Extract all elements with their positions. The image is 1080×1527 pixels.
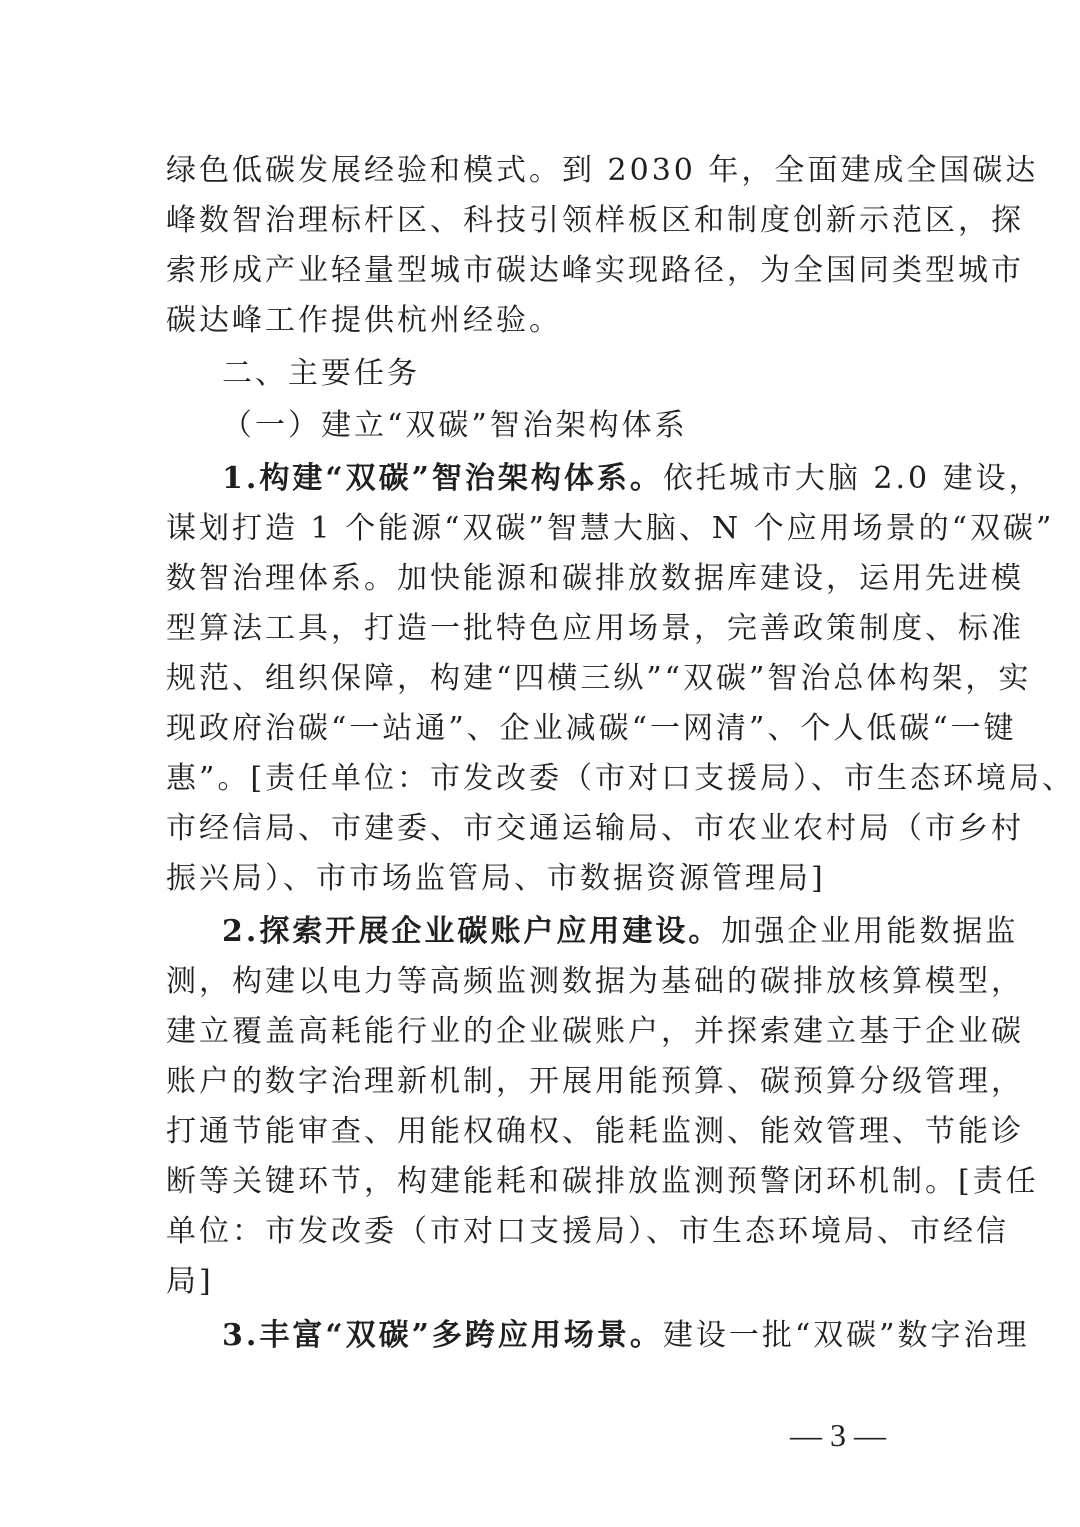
task-item-1-first-line <box>222 453 1042 497</box>
section-heading: 二、主要任务 <box>222 356 420 391</box>
task-item-text: 依托城市大脑 2.0 建设， <box>662 461 1042 496</box>
body-line: 市经信局、市建委、市交通运输局、市农业农村局（市乡村 <box>166 811 1024 846</box>
page-number: — 3 — <box>790 1417 886 1453</box>
body-line: 账户的数字治理新机制，开展用能预算、碳预算分级管理， <box>166 1064 1024 1099</box>
task-item-3-first-line <box>222 1310 1030 1354</box>
body-line: 索形成产业轻量型城市碳达峰实现路径，为全国同类型城市 <box>166 253 1024 288</box>
body-line: 谋划打造 1 个能源“双碳”智慧大脑、N 个应用场景的“双碳” <box>166 511 1055 546</box>
body-line: 局] <box>166 1264 214 1299</box>
body-line: 碳达峰工作提供杭州经验。 <box>166 303 562 338</box>
subsection-heading: （一）建立“双碳”智治架构体系 <box>222 408 688 443</box>
task-item-text: 建设一批“双碳”数字治理 <box>662 1318 1030 1353</box>
body-line: 测，构建以电力等高频监测数据为基础的碳排放核算模型， <box>166 964 1024 999</box>
task-item-title: 3.丰富“双碳”多跨应用场景。 <box>222 1318 663 1353</box>
body-line: 峰数智治理标杆区、科技引领样板区和制度创新示范区，探 <box>166 203 1024 238</box>
task-item-title: 1.构建“双碳”智治架构体系。 <box>222 461 663 496</box>
body-line: 打通节能审查、用能权确权、能耗监测、能效管理、节能诊 <box>166 1114 1024 1149</box>
body-line: 型算法工具，打造一批特色应用场景，完善政策制度、标准 <box>166 611 1024 646</box>
task-item-2-first-line <box>222 906 1019 950</box>
task-item-text: 加强企业用能数据监 <box>721 914 1019 949</box>
body-line: 规范、组织保障，构建“四横三纵”“双碳”智治总体构架，实 <box>166 661 1032 696</box>
body-line: 现政府治碳“一站通”、企业减碳“一网清”、个人低碳“一键 <box>166 711 1017 746</box>
task-item-title: 2.探索开展企业碳账户应用建设。 <box>222 914 722 949</box>
body-line: 绿色低碳发展经验和模式。到 2030 年，全面建成全国碳达 <box>166 153 1039 188</box>
body-line: 建立覆盖高耗能行业的企业碳账户，并探索建立基于企业碳 <box>166 1014 1024 1049</box>
body-line: 单位：市发改委（市对口支援局）、市生态环境局、市经信 <box>166 1214 1009 1249</box>
body-line: 数智治理体系。加快能源和碳排放数据库建设，运用先进模 <box>166 561 1024 596</box>
body-line: 断等关键环节，构建能耗和碳排放监测预警闭环机制。[责任 <box>166 1164 1039 1199</box>
body-line: 惠”。[责任单位：市发改委（市对口支援局）、市生态环境局、 <box>166 761 1076 796</box>
body-line: 振兴局）、市市场监管局、市数据资源管理局] <box>166 861 826 896</box>
